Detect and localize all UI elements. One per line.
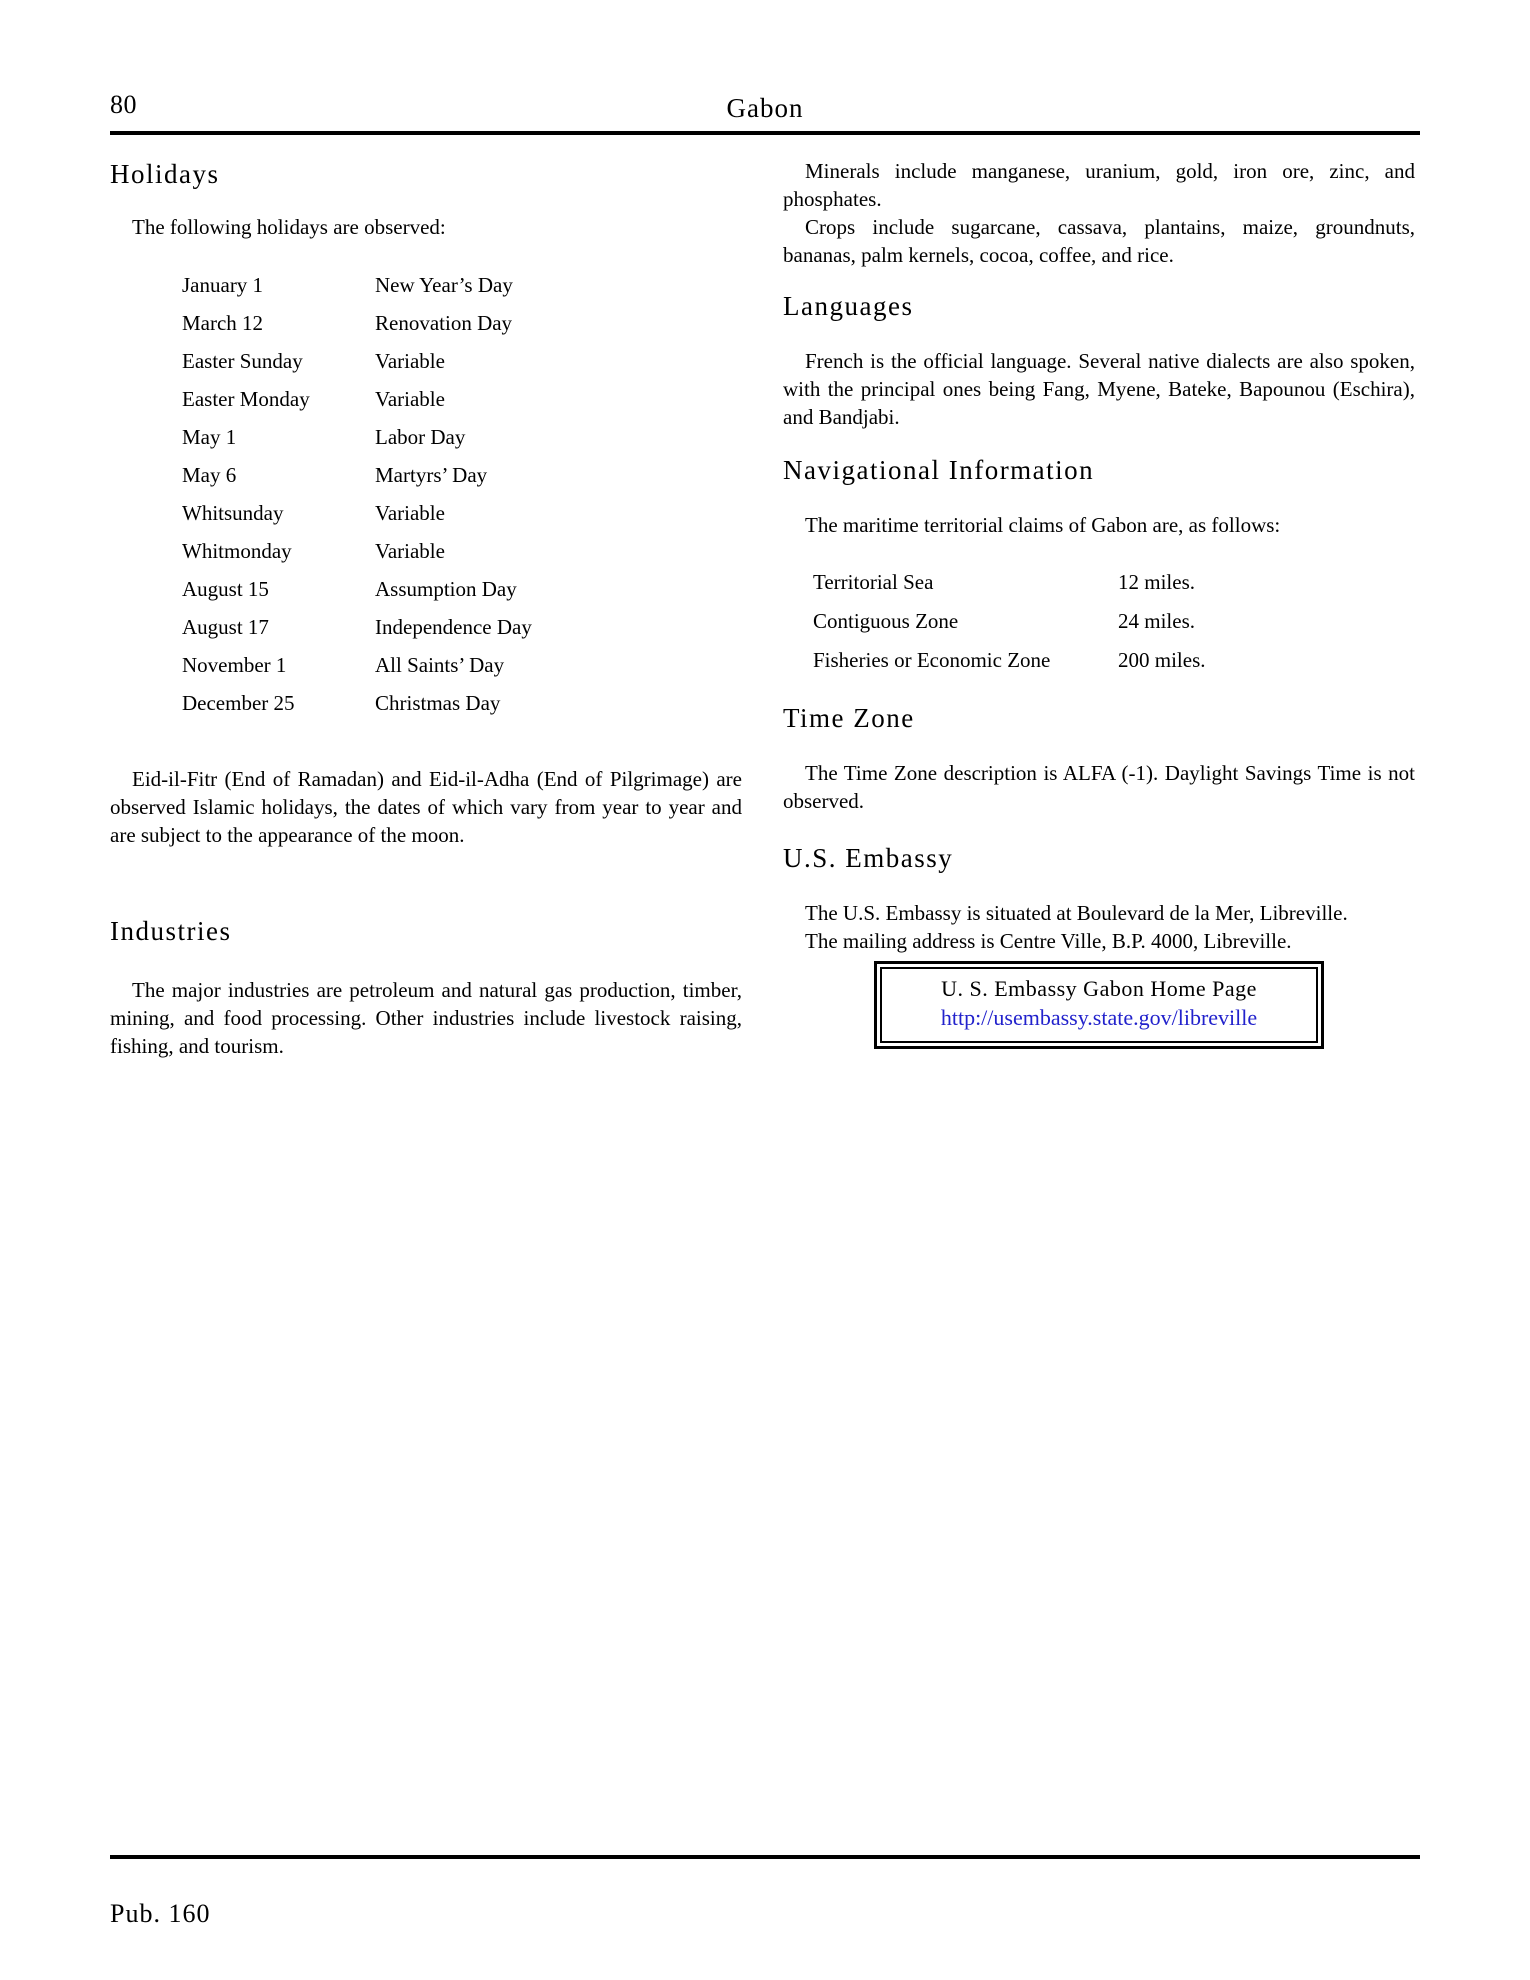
embassy-location-paragraph: The U.S. Embassy is situated at Boulevard de la Mer, Libreville. — [805, 901, 1348, 925]
holiday-date: December 25 — [182, 691, 295, 715]
holiday-row — [110, 651, 742, 679]
holiday-name: Independence Day — [375, 615, 532, 639]
maritime-claims-table — [783, 568, 1415, 674]
right-column — [783, 135, 1415, 1060]
embassy-homepage-link[interactable]: http://usembassy.state.gov/libreville — [940, 1005, 1258, 1030]
crops-paragraph: Crops include sugarcane, cassava, plantains, maize, groundnuts, bananas, palm kernels, cocoa, coffee, and rice. — [783, 215, 1415, 267]
claim-label: Contiguous Zone — [813, 609, 959, 633]
holiday-date: August 15 — [182, 577, 269, 601]
holiday-row — [110, 385, 742, 413]
holiday-date: Whitmonday — [182, 539, 292, 563]
holiday-name: New Year’s Day — [375, 273, 513, 297]
page-header — [110, 0, 1420, 124]
holiday-date: November 1 — [182, 653, 287, 677]
holiday-table — [110, 271, 742, 717]
holiday-name: Variable — [375, 349, 445, 373]
holiday-name: Variable — [375, 387, 445, 411]
page-title: Gabon — [726, 93, 804, 123]
holiday-date: March 12 — [182, 311, 264, 335]
holiday-row — [110, 537, 742, 565]
holiday-row — [110, 271, 742, 299]
languages-heading: Languages — [783, 291, 914, 321]
page-footer — [110, 1855, 1420, 1929]
industries-heading: Industries — [110, 916, 232, 946]
holiday-name: Assumption Day — [375, 577, 517, 601]
page-number: 80 — [110, 90, 137, 119]
time-zone-paragraph: The Time Zone description is ALFA (-1). Daylight Savings Time is not observed. — [783, 761, 1415, 813]
claim-row — [783, 646, 1415, 674]
holiday-row — [110, 613, 742, 641]
holiday-row — [110, 309, 742, 337]
holiday-date: Easter Monday — [182, 387, 310, 411]
holiday-row — [110, 347, 742, 375]
holiday-name: Martyrs’ Day — [375, 463, 488, 487]
holiday-date: January 1 — [182, 273, 264, 297]
claim-value: 24 miles. — [1118, 609, 1195, 633]
holiday-name: All Saints’ Day — [375, 653, 505, 677]
holiday-date: August 17 — [182, 615, 269, 639]
embassy-homepage-title: U. S. Embassy Gabon Home Page — [941, 976, 1257, 1001]
holiday-name: Variable — [375, 539, 445, 563]
holiday-name: Labor Day — [375, 425, 466, 449]
claim-row — [783, 568, 1415, 596]
industries-paragraph: The major industries are petroleum and natural gas production, timber, mining, and food processing. Other industries include livestock raising, fishing, and tourism. — [110, 978, 742, 1058]
claim-value: 12 miles. — [1118, 570, 1195, 594]
embassy-homepage-box — [874, 961, 1324, 1049]
holiday-name: Renovation Day — [375, 311, 513, 335]
holiday-name: Variable — [375, 501, 445, 525]
islamic-holidays-note: Eid-il-Fitr (End of Ramadan) and Eid-il-Adha (End of Pilgrimage) are observed Islamic holidays, the dates of which vary from year to year and are subject to the appearance of the moon. — [110, 767, 742, 847]
embassy-mailing-paragraph: The mailing address is Centre Ville, B.P. 4000, Libreville. — [805, 929, 1292, 953]
holidays-intro: The following holidays are observed: — [132, 215, 446, 239]
claim-value: 200 miles. — [1118, 648, 1206, 672]
minerals-paragraph: Minerals include manganese, uranium, gold, iron ore, zinc, and phosphates. — [783, 159, 1415, 211]
claim-label: Fisheries or Economic Zone — [813, 648, 1051, 672]
holiday-date: Whitsunday — [182, 501, 284, 525]
two-column-body — [110, 135, 1420, 1060]
holiday-row — [110, 689, 742, 717]
holiday-row — [110, 461, 742, 489]
holiday-row — [110, 423, 742, 451]
holiday-row — [110, 499, 742, 527]
time-zone-heading: Time Zone — [783, 703, 915, 733]
holiday-name: Christmas Day — [375, 691, 501, 715]
claim-row — [783, 607, 1415, 635]
navigational-information-heading: Navigational Information — [783, 455, 1095, 485]
holiday-date: Easter Sunday — [182, 349, 303, 373]
holiday-row — [110, 575, 742, 603]
embassy-homepage-box-inner — [880, 967, 1318, 1043]
publication-number: Pub. 160 — [110, 1899, 211, 1928]
maritime-claims-intro: The maritime territorial claims of Gabon are, as follows: — [805, 513, 1281, 537]
us-embassy-heading: U.S. Embassy — [783, 843, 954, 873]
left-column — [110, 135, 742, 1060]
holidays-heading: Holidays — [110, 159, 220, 189]
holiday-date: May 6 — [182, 463, 237, 487]
holiday-date: May 1 — [182, 425, 237, 449]
claim-label: Territorial Sea — [813, 570, 934, 594]
languages-paragraph: French is the official language. Several native dialects are also spoken, with the principal ones being Fang, Myene, Bateke, Bapounou (Eschira), and Bandjabi. — [783, 349, 1415, 429]
